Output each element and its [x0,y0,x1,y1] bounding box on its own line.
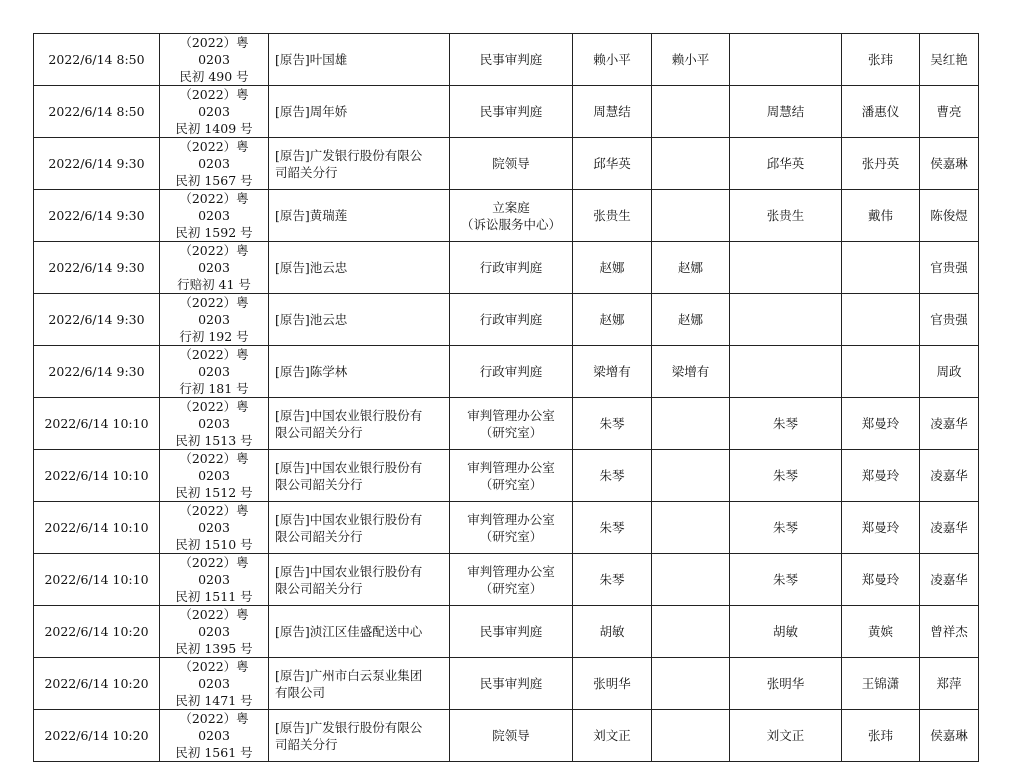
party-cell: [原告]中国农业银行股份有 限公司韶关分行 [269,502,450,554]
panel-member-cell: 张丹英 [842,138,920,190]
department-cell: 审判管理办公室 （研究室） [450,450,573,502]
party-cell: [原告]池云忠 [269,294,450,346]
hearing-time-cell: 2022/6/14 10:10 [34,398,160,450]
judge-col6-cell [652,658,730,710]
presiding-judge-cell: 赵娜 [573,242,652,294]
judge-col6-cell [652,450,730,502]
presiding-judge-cell: 梁增有 [573,346,652,398]
hearing-time-cell: 2022/6/14 10:20 [34,606,160,658]
judge-col7-cell: 朱琴 [730,398,842,450]
judge-col7-cell: 胡敏 [730,606,842,658]
hearing-time-cell: 2022/6/14 9:30 [34,294,160,346]
case-number-cell: （2022）粤 0203 民初 490 号 [160,34,269,86]
hearing-time-cell: 2022/6/14 9:30 [34,190,160,242]
department-cell: 民事审判庭 [450,658,573,710]
panel-member-cell: 郑曼玲 [842,450,920,502]
presiding-judge-cell: 朱琴 [573,450,652,502]
party-cell: [原告]池云忠 [269,242,450,294]
department-cell: 民事审判庭 [450,606,573,658]
judge-col7-cell [730,346,842,398]
panel-member-cell [842,346,920,398]
case-number-cell: （2022）粤 0203 民初 1511 号 [160,554,269,606]
clerk-cell: 周政 [920,346,979,398]
panel-member-cell: 王锦潇 [842,658,920,710]
table-row [34,606,979,658]
table-row [34,190,979,242]
party-cell: [原告]广州市白云泵业集团 有限公司 [269,658,450,710]
clerk-cell: 官贵强 [920,242,979,294]
judge-col7-cell: 周慧结 [730,86,842,138]
clerk-cell: 凌嘉华 [920,502,979,554]
party-cell: [原告]黄瑞莲 [269,190,450,242]
presiding-judge-cell: 朱琴 [573,502,652,554]
case-number-cell: （2022）粤 0203 民初 1409 号 [160,86,269,138]
clerk-cell: 凌嘉华 [920,554,979,606]
table-row [34,502,979,554]
judge-col6-cell: 赵娜 [652,294,730,346]
party-cell: [原告]中国农业银行股份有 限公司韶关分行 [269,398,450,450]
hearing-time-cell: 2022/6/14 10:20 [34,658,160,710]
hearing-time-cell: 2022/6/14 10:20 [34,710,160,762]
case-number-cell: （2022）粤 0203 民初 1510 号 [160,502,269,554]
hearing-time-cell: 2022/6/14 9:30 [34,346,160,398]
presiding-judge-cell: 赵娜 [573,294,652,346]
case-number-cell: （2022）粤 0203 民初 1471 号 [160,658,269,710]
judge-col6-cell [652,606,730,658]
clerk-cell: 凌嘉华 [920,450,979,502]
table-row [34,658,979,710]
hearing-time-cell: 2022/6/14 8:50 [34,34,160,86]
hearing-time-cell: 2022/6/14 9:30 [34,138,160,190]
clerk-cell: 陈俊煜 [920,190,979,242]
clerk-cell: 郑萍 [920,658,979,710]
table-row [34,710,979,762]
presiding-judge-cell: 胡敏 [573,606,652,658]
panel-member-cell [842,242,920,294]
judge-col7-cell: 邱华英 [730,138,842,190]
clerk-cell: 曹亮 [920,86,979,138]
table-row [34,346,979,398]
table-row [34,34,979,86]
judge-col6-cell: 梁增有 [652,346,730,398]
clerk-cell: 官贵强 [920,294,979,346]
judge-col7-cell [730,242,842,294]
party-cell: [原告]广发银行股份有限公 司韶关分行 [269,138,450,190]
table-row [34,86,979,138]
panel-member-cell: 张玮 [842,710,920,762]
party-cell: [原告]叶国雄 [269,34,450,86]
case-number-cell: （2022）粤 0203 民初 1512 号 [160,450,269,502]
judge-col6-cell [652,398,730,450]
presiding-judge-cell: 赖小平 [573,34,652,86]
department-cell: 立案庭 （诉讼服务中心） [450,190,573,242]
hearing-time-cell: 2022/6/14 10:10 [34,450,160,502]
judge-col6-cell [652,502,730,554]
clerk-cell: 吴红艳 [920,34,979,86]
clerk-cell: 凌嘉华 [920,398,979,450]
judge-col7-cell: 张贵生 [730,190,842,242]
presiding-judge-cell: 刘文正 [573,710,652,762]
case-number-cell: （2022）粤 0203 民初 1395 号 [160,606,269,658]
judge-col6-cell [652,86,730,138]
hearing-time-cell: 2022/6/14 9:30 [34,242,160,294]
presiding-judge-cell: 周慧结 [573,86,652,138]
judge-col7-cell: 朱琴 [730,450,842,502]
department-cell: 民事审判庭 [450,34,573,86]
judge-col7-cell: 张明华 [730,658,842,710]
party-cell: [原告]浈江区佳盛配送中心 [269,606,450,658]
judge-col6-cell [652,138,730,190]
department-cell: 审判管理办公室 （研究室） [450,554,573,606]
case-number-cell: （2022）粤 0203 行初 181 号 [160,346,269,398]
party-cell: [原告]陈学林 [269,346,450,398]
panel-member-cell: 郑曼玲 [842,502,920,554]
judge-col7-cell: 刘文正 [730,710,842,762]
party-cell: [原告]广发银行股份有限公 司韶关分行 [269,710,450,762]
case-number-cell: （2022）粤 0203 民初 1592 号 [160,190,269,242]
party-cell: [原告]周年娇 [269,86,450,138]
hearing-time-cell: 2022/6/14 10:10 [34,554,160,606]
panel-member-cell: 潘惠仪 [842,86,920,138]
table-row [34,398,979,450]
presiding-judge-cell: 朱琴 [573,554,652,606]
judge-col6-cell: 赖小平 [652,34,730,86]
party-cell: [原告]中国农业银行股份有 限公司韶关分行 [269,554,450,606]
hearing-schedule-table [33,33,979,762]
department-cell: 行政审判庭 [450,346,573,398]
department-cell: 院领导 [450,710,573,762]
case-number-cell: （2022）粤 0203 行初 192 号 [160,294,269,346]
panel-member-cell: 张玮 [842,34,920,86]
presiding-judge-cell: 张明华 [573,658,652,710]
panel-member-cell: 戴伟 [842,190,920,242]
presiding-judge-cell: 张贵生 [573,190,652,242]
panel-member-cell [842,294,920,346]
table-row [34,138,979,190]
presiding-judge-cell: 朱琴 [573,398,652,450]
hearing-time-cell: 2022/6/14 10:10 [34,502,160,554]
judge-col7-cell [730,34,842,86]
case-number-cell: （2022）粤 0203 行赔初 41 号 [160,242,269,294]
judge-col7-cell: 朱琴 [730,554,842,606]
case-number-cell: （2022）粤 0203 民初 1513 号 [160,398,269,450]
department-cell: 院领导 [450,138,573,190]
judge-col6-cell: 赵娜 [652,242,730,294]
department-cell: 行政审判庭 [450,294,573,346]
panel-member-cell: 郑曼玲 [842,554,920,606]
table-row [34,294,979,346]
judge-col6-cell [652,710,730,762]
clerk-cell: 侯嘉琳 [920,710,979,762]
case-number-cell: （2022）粤 0203 民初 1561 号 [160,710,269,762]
table-row [34,450,979,502]
department-cell: 审判管理办公室 （研究室） [450,502,573,554]
clerk-cell: 曾祥杰 [920,606,979,658]
judge-col6-cell [652,190,730,242]
presiding-judge-cell: 邱华英 [573,138,652,190]
department-cell: 行政审判庭 [450,242,573,294]
judge-col7-cell: 朱琴 [730,502,842,554]
table-row [34,242,979,294]
panel-member-cell: 郑曼玲 [842,398,920,450]
clerk-cell: 侯嘉琳 [920,138,979,190]
party-cell: [原告]中国农业银行股份有 限公司韶关分行 [269,450,450,502]
hearing-time-cell: 2022/6/14 8:50 [34,86,160,138]
judge-col7-cell [730,294,842,346]
department-cell: 民事审判庭 [450,86,573,138]
panel-member-cell: 黄嫔 [842,606,920,658]
table-row [34,554,979,606]
department-cell: 审判管理办公室 （研究室） [450,398,573,450]
case-number-cell: （2022）粤 0203 民初 1567 号 [160,138,269,190]
judge-col6-cell [652,554,730,606]
